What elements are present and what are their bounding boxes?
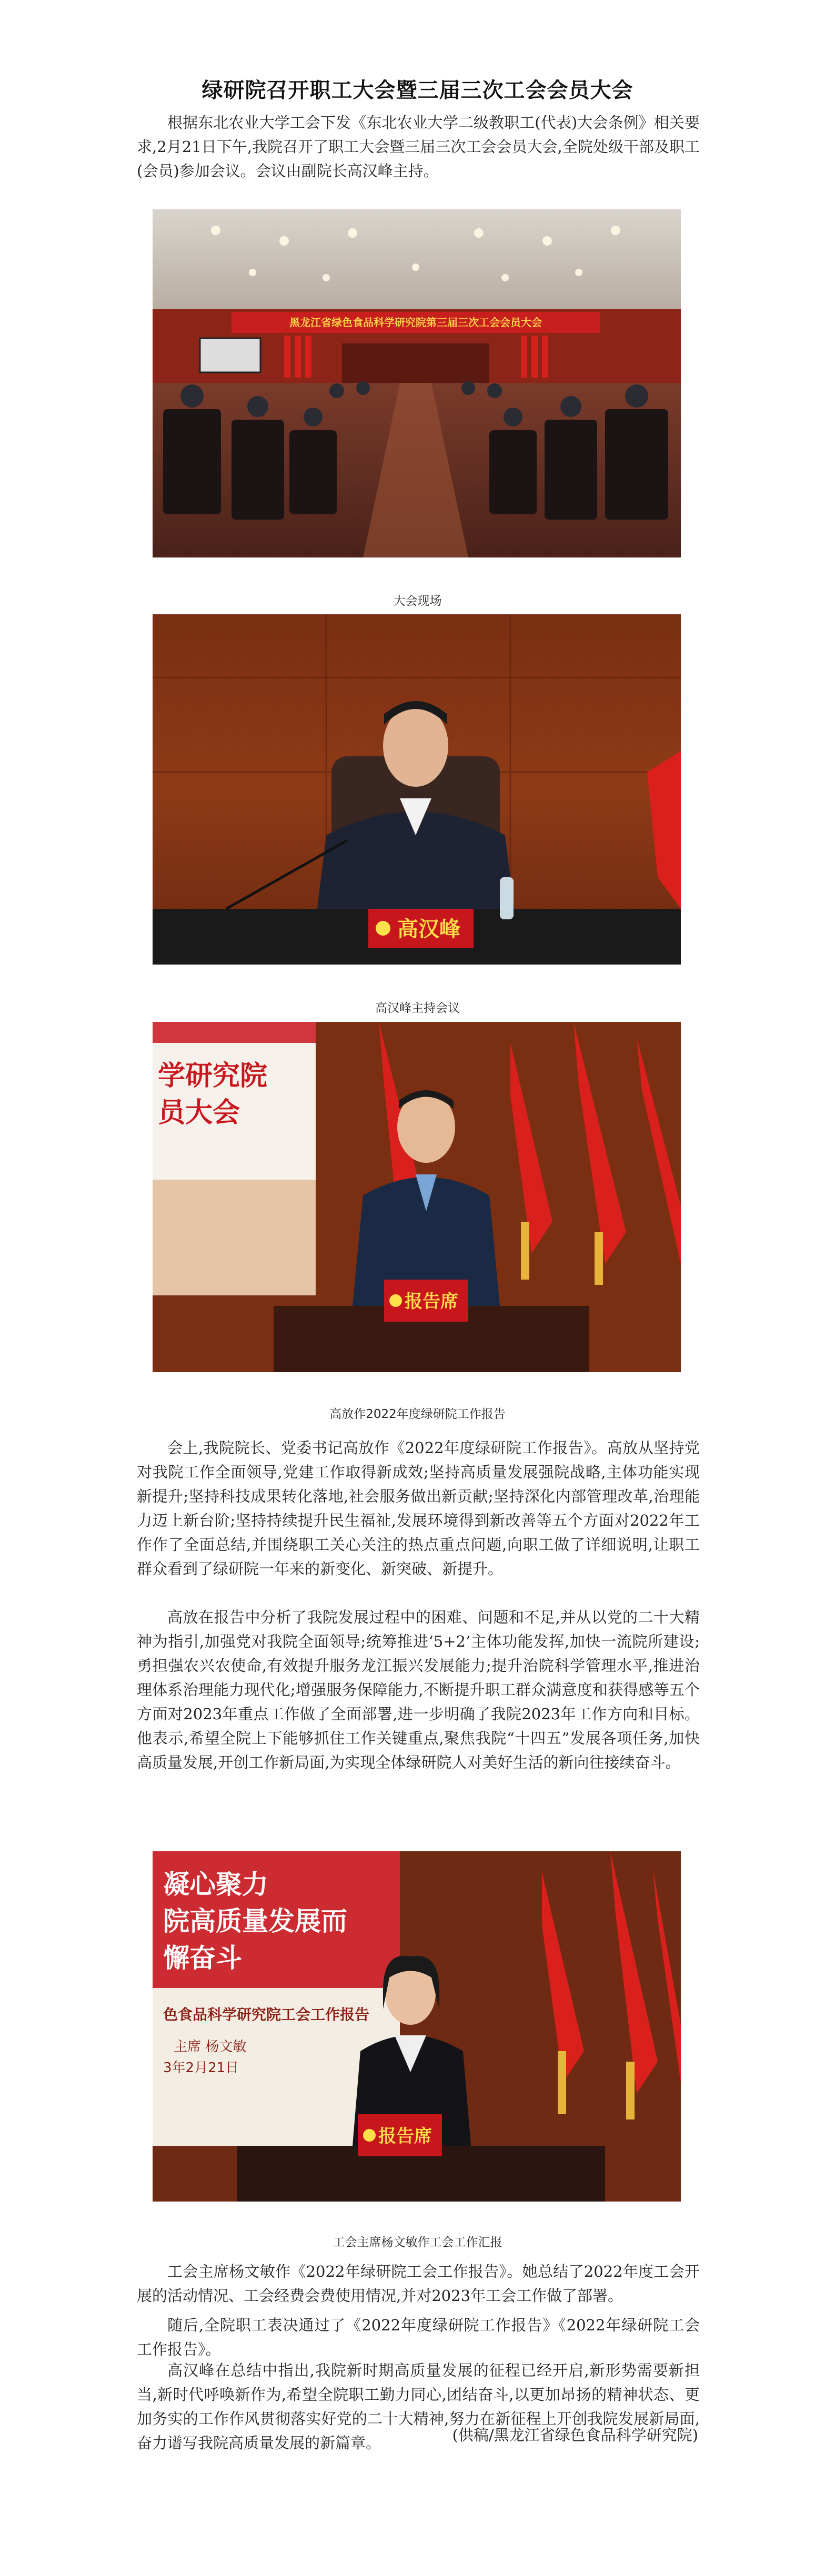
paragraph-1: 根据东北农业大学工会下发《东北农业大学二级教职工(代表)大会条例》相关要求,2月21日下午,我院召开了职工大会暨三届三次工会会员大会,全院处级干部及职工(会员)参加会议。会议由副院长高汉峰主持。 xyxy=(137,114,700,180)
photo-host xyxy=(153,614,681,965)
union-podium: 报告席 xyxy=(378,2126,432,2147)
svg-text:员大会: 员大会 xyxy=(158,1097,240,1129)
photo-caption-1: 大会现场 xyxy=(393,594,442,608)
union-chair-illustration xyxy=(153,1851,681,2202)
svg-text:学研究院: 学研究院 xyxy=(158,1060,268,1092)
host-nameplate: 高汉峰 xyxy=(397,917,460,941)
svg-text:懈奋斗: 懈奋斗 xyxy=(163,1943,242,1973)
photo-caption-2: 高汉峰主持会议 xyxy=(375,1001,460,1015)
paragraph-5: 随后,全院职工表决通过了《2022年度绿研院工作报告》《2022年绿研院工会工作报告》。 xyxy=(137,2316,700,2358)
photo-caption-4: 工会主席杨文敏作工会工作汇报 xyxy=(333,2236,502,2249)
photo-meeting-hall xyxy=(153,209,681,557)
director-podium: 报告席 xyxy=(405,1291,458,1312)
svg-text:院高质量发展而: 院高质量发展而 xyxy=(163,1906,347,1936)
paragraph-6: 高汉峰在总结中指出,我院新时期高质量发展的征程已经开启,新形势需要新担当,新时代呼唤新作为,希望全院职工勤力同心,团结奋斗,以更加昂扬的精神状态、更加务实的工作作风贯彻落实好党的二十大精神,努力在新征程上开创我院发展新局面,奋力谱写我院高质量发展的新篇章。 xyxy=(137,2361,700,2452)
photo-union-report xyxy=(153,1851,681,2202)
photo-caption-3: 高放作2022年度绿研院工作报告 xyxy=(329,1407,506,1421)
paragraph-4: 工会主席杨文敏作《2022年绿研院工会工作报告》。她总结了2022年度工会开展的活动情况、工会经费会费使用情况,并对2023年工会工作做了部署。 xyxy=(137,2263,700,2305)
article-title: 绿研院召开职工大会暨三届三次工会会员大会 xyxy=(202,78,633,103)
director-illustration xyxy=(153,1022,681,1372)
hall-banner-text: 黑龙江省绿色食品科学研究院第三届三次工会会员大会 xyxy=(289,316,542,329)
host-illustration xyxy=(153,614,681,965)
svg-text:3年2月21日: 3年2月21日 xyxy=(163,2060,239,2076)
svg-text:凝心聚力: 凝心聚力 xyxy=(163,1869,268,1900)
photo-director-report xyxy=(153,1022,681,1372)
meeting-hall-illustration xyxy=(153,209,681,557)
svg-text:色食品科学研究院工会工作报告: 色食品科学研究院工会工作报告 xyxy=(163,2006,370,2023)
article-credit: (供稿/黑龙江省绿色食品科学研究院) xyxy=(452,2426,698,2444)
svg-text:主席 杨文敏: 主席 杨文敏 xyxy=(174,2039,247,2055)
paragraph-3: 高放在报告中分析了我院发展过程中的困难、问题和不足,并从以党的二十大精神为指引,加强党对我院全面领导;统筹推进‘5+2’主体功能发挥,加快一流院所建设;勇担强农兴农使命,有效提升服务龙江振兴发展能力;提升治院科学管理水平,推进治理体系治理能力现代化;增强服务保障能力,不断提升职工群众满意度和获得感等五个方面对2023年重点工作做了全面部署,进一步明确了我院2023年工作方向和目标。他表示,希望全院上下能够抓住工作关键重点,聚焦我院“十四五”发展各项任务,加快高质量发展,开创工作新局面,为实现全体绿研院人对美好生活的新向往接续奋斗。 xyxy=(137,1608,700,1771)
paragraph-2: 会上,我院院长、党委书记高放作《2022年度绿研院工作报告》。高放从坚持党对我院工作全面领导,党建工作取得新成效;坚持高质量发展强院战略,主体功能实现新提升;坚持科技成果转化落地,社会服务做出新贡献;坚持深化内部管理改革,治理能力迈上新台阶;坚持持续提升民生福祉,发展环境得到新改善等五个方面对2022年工作作了全面总结,并围绕职工关心关注的热点重点问题,向职工做了详细说明,让职工群众看到了绿研院一年来的新变化、新突破、新提升。 xyxy=(137,1439,700,1578)
